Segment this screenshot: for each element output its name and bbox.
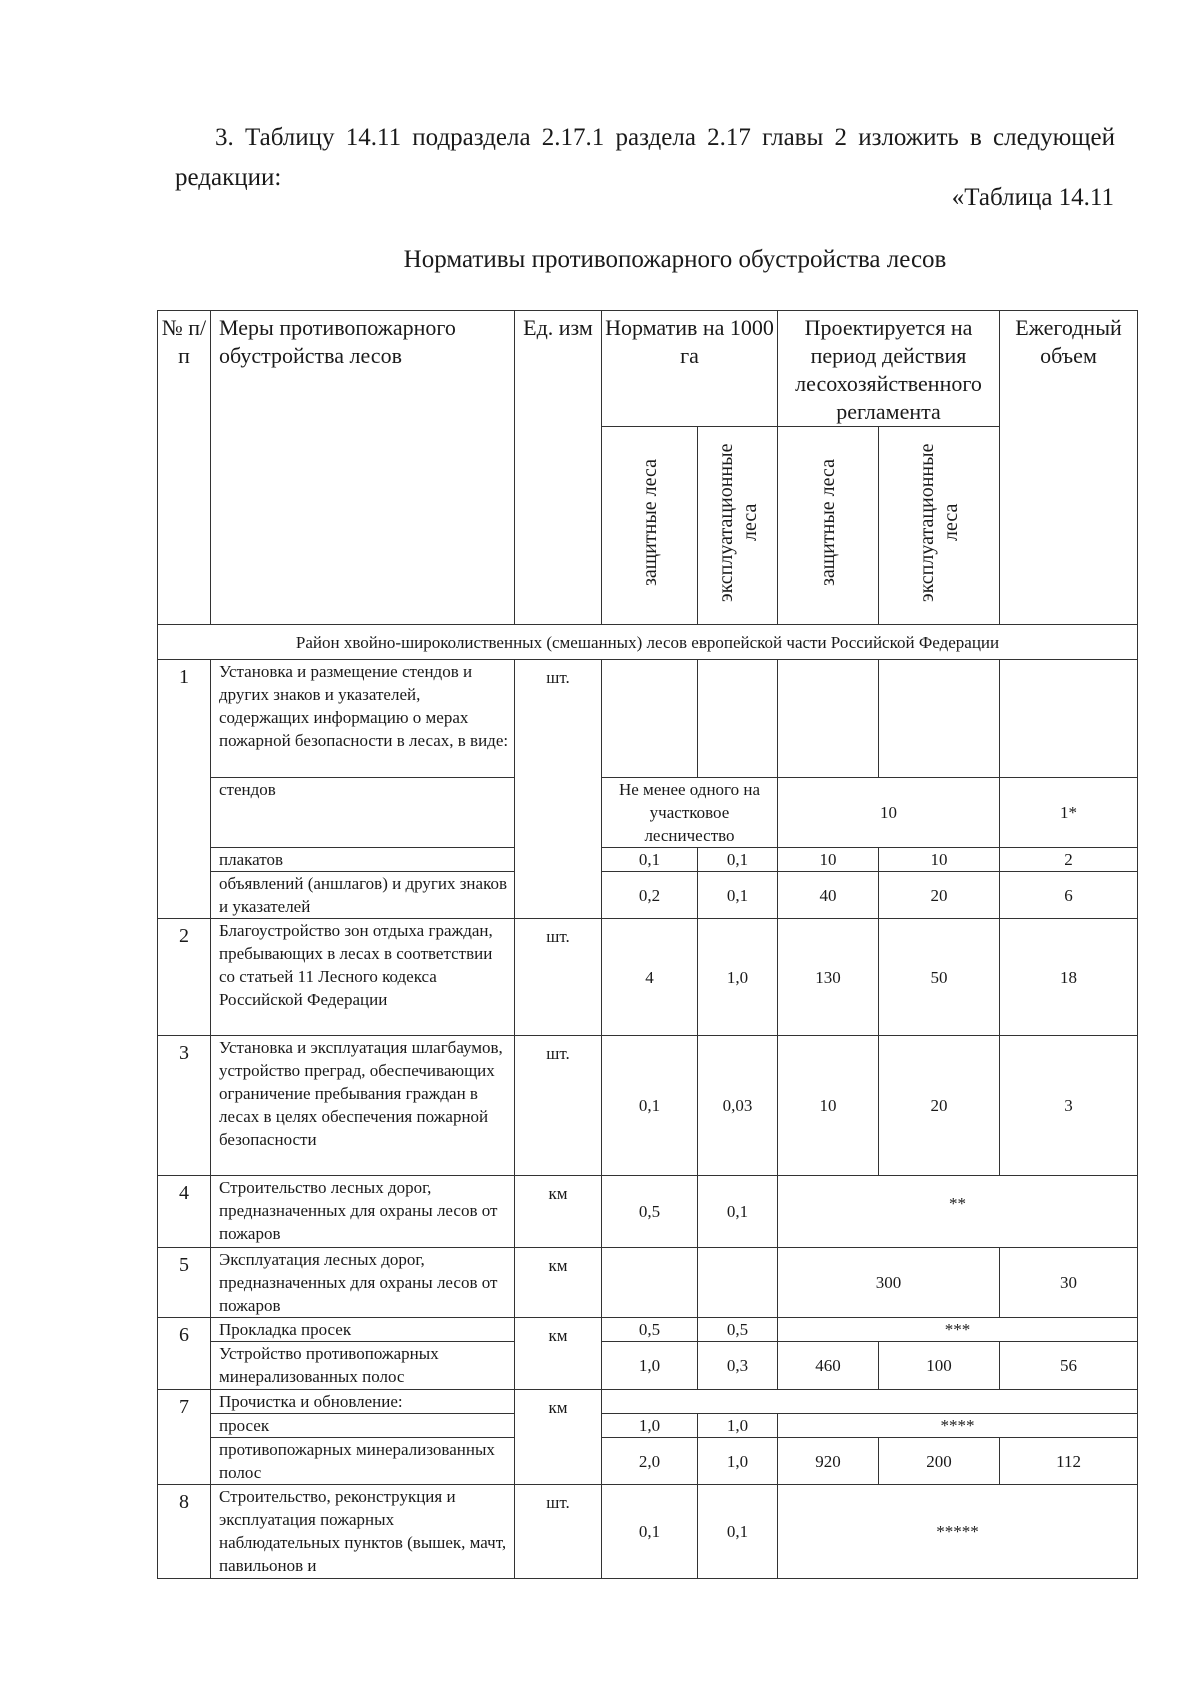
row-number: 8 bbox=[158, 1485, 211, 1579]
row-text: Установка и размещение стендов и других знаков и указателей, содержащих информацию о мерах пожарной безопасности в лесах, в виде: bbox=[211, 660, 515, 778]
row-unit: шт. bbox=[515, 919, 602, 1036]
cell-value: 1,0 bbox=[698, 1414, 778, 1438]
cell-projected: 10 bbox=[778, 778, 1000, 848]
cell-value: 0,1 bbox=[698, 872, 778, 919]
header-norm: Норматив на 1000 га bbox=[602, 311, 778, 427]
table-row bbox=[158, 1485, 1138, 1579]
subheader-norm-protective: защитные леса bbox=[602, 427, 698, 625]
row-number: 3 bbox=[158, 1036, 211, 1176]
cell-value: 10 bbox=[778, 848, 879, 872]
header-projected: Проектируется на период действия лесохозяйственного регламента bbox=[778, 311, 1000, 427]
cell-value: 56 bbox=[1000, 1342, 1138, 1390]
row-text: Устройство противопожарных минерализованных полос bbox=[211, 1342, 515, 1390]
table-row bbox=[158, 1176, 1138, 1248]
region-row bbox=[158, 625, 1138, 660]
table-row bbox=[158, 660, 1138, 778]
cell-projected: ** bbox=[778, 1176, 1138, 1248]
cell-value: 460 bbox=[778, 1342, 879, 1390]
row-unit: км bbox=[515, 1390, 602, 1485]
cell-value: 1,0 bbox=[602, 1414, 698, 1438]
cell-value: 0,5 bbox=[602, 1318, 698, 1342]
row-unit: шт. bbox=[515, 1485, 602, 1579]
row-text: стендов bbox=[211, 778, 515, 848]
cell-value: 10 bbox=[879, 848, 1000, 872]
row-text: Благоустройство зон отдыха граждан, пребывающих в лесах в соответствии со статьей 11 Лесного кодекса Российской Федерации bbox=[211, 919, 515, 1036]
table-row bbox=[158, 1414, 1138, 1438]
cell-value: 0,3 bbox=[698, 1342, 778, 1390]
table-row bbox=[158, 1438, 1138, 1485]
cell-value: 1,0 bbox=[602, 1342, 698, 1390]
subheader-norm-exploitation: эксплуатационные леса bbox=[698, 427, 778, 625]
cell-value: 0,1 bbox=[602, 1036, 698, 1176]
row-text: Прочистка и обновление: bbox=[211, 1390, 515, 1414]
cell-value: 6 bbox=[1000, 872, 1138, 919]
row-text: Эксплуатация лесных дорог, предназначенных для охраны лесов от пожаров bbox=[211, 1248, 515, 1318]
header-unit: Ед. изм bbox=[515, 311, 602, 625]
row-text: Установка и эксплуатация шлагбаумов, устройство преград, обеспечивающих ограничение пребывания граждан в лесах в целях обеспечения пожарной безопасности bbox=[211, 1036, 515, 1176]
row-text: Строительство лесных дорог, предназначенных для охраны лесов от пожаров bbox=[211, 1176, 515, 1248]
row-number: 6 bbox=[158, 1318, 211, 1390]
intro-paragraph: 3. Таблицу 14.11 подраздела 2.17.1 раздела 2.17 главы 2 изложить в следующей редакции: bbox=[175, 124, 1115, 191]
row-unit: км bbox=[515, 1318, 602, 1390]
cell-value: 200 bbox=[879, 1438, 1000, 1485]
header-annual: Ежегодный объем bbox=[1000, 311, 1138, 625]
cell-projected: *** bbox=[778, 1318, 1138, 1342]
table-reference: «Таблица 14.11 bbox=[951, 184, 1114, 211]
header-row bbox=[158, 311, 1138, 427]
cell-value: 0,2 bbox=[602, 872, 698, 919]
cell-projected: ***** bbox=[778, 1485, 1138, 1579]
cell-projected: 300 bbox=[778, 1248, 1000, 1318]
cell-value: 1,0 bbox=[698, 1438, 778, 1485]
cell-annual: 1* bbox=[1000, 778, 1138, 848]
cell-value: 0,1 bbox=[602, 848, 698, 872]
row-text: объявлений (аншлагов) и других знаков и указателей bbox=[211, 872, 515, 919]
row-unit: км bbox=[515, 1176, 602, 1248]
table-row bbox=[158, 1036, 1138, 1176]
cell-value: 130 bbox=[778, 919, 879, 1036]
subheader-proj-protective: защитные леса bbox=[778, 427, 879, 625]
row-text: плакатов bbox=[211, 848, 515, 872]
cell-value: 0,1 bbox=[698, 1485, 778, 1579]
cell-value: 4 bbox=[602, 919, 698, 1036]
cell-value: 0,03 bbox=[698, 1036, 778, 1176]
row-text: Прокладка просек bbox=[211, 1318, 515, 1342]
row-unit: шт. bbox=[515, 660, 602, 919]
row-number: 7 bbox=[158, 1390, 211, 1485]
cell-value: 2,0 bbox=[602, 1438, 698, 1485]
table-row bbox=[158, 919, 1138, 1036]
cell-value: 3 bbox=[1000, 1036, 1138, 1176]
cell-value: 10 bbox=[778, 1036, 879, 1176]
cell-value: 100 bbox=[879, 1342, 1000, 1390]
cell-norm: Не менее одного на участковое лесничество bbox=[602, 778, 778, 848]
row-text: Строительство, реконструкция и эксплуатация пожарных наблюдательных пунктов (вышек, мачт, павильонов и bbox=[211, 1485, 515, 1579]
table-row bbox=[158, 848, 1138, 872]
cell-value: 0,1 bbox=[698, 1176, 778, 1248]
subheader-proj-exploitation: эксплуатационные леса bbox=[879, 427, 1000, 625]
region-label: Район хвойно-широколиственных (смешанных) лесов европейской части Российской Федерации bbox=[158, 625, 1138, 660]
table-row bbox=[158, 1342, 1138, 1390]
header-num: № п/п bbox=[158, 311, 211, 625]
cell-value: 0,1 bbox=[602, 1485, 698, 1579]
document-title: Нормативы противопожарного обустройства лесов bbox=[403, 246, 947, 273]
row-number: 2 bbox=[158, 919, 211, 1036]
cell-projected: **** bbox=[778, 1414, 1138, 1438]
row-unit: км bbox=[515, 1248, 602, 1318]
cell-value: 0,5 bbox=[698, 1318, 778, 1342]
cell-value: 40 bbox=[778, 872, 879, 919]
cell-value: 20 bbox=[879, 872, 1000, 919]
cell-value: 112 bbox=[1000, 1438, 1138, 1485]
row-unit: шт. bbox=[515, 1036, 602, 1176]
cell-value: 0,5 bbox=[602, 1176, 698, 1248]
table-row bbox=[158, 1390, 1138, 1414]
cell-value: 20 bbox=[879, 1036, 1000, 1176]
cell-annual: 30 bbox=[1000, 1248, 1138, 1318]
row-number: 5 bbox=[158, 1248, 211, 1318]
norms-table bbox=[157, 310, 1138, 1579]
table-row bbox=[158, 778, 1138, 848]
row-number: 4 bbox=[158, 1176, 211, 1248]
row-text: просек bbox=[211, 1414, 515, 1438]
table-row bbox=[158, 1248, 1138, 1318]
cell-value: 50 bbox=[879, 919, 1000, 1036]
row-text: противопожарных минерализованных полос bbox=[211, 1438, 515, 1485]
header-measures: Меры противопожарного обустройства лесов bbox=[211, 311, 515, 625]
table-row bbox=[158, 1318, 1138, 1342]
cell-value: 0,1 bbox=[698, 848, 778, 872]
cell-value: 18 bbox=[1000, 919, 1138, 1036]
row-number: 1 bbox=[158, 660, 211, 919]
table-row bbox=[158, 872, 1138, 919]
cell-value: 1,0 bbox=[698, 919, 778, 1036]
cell-value: 920 bbox=[778, 1438, 879, 1485]
cell-value: 2 bbox=[1000, 848, 1138, 872]
